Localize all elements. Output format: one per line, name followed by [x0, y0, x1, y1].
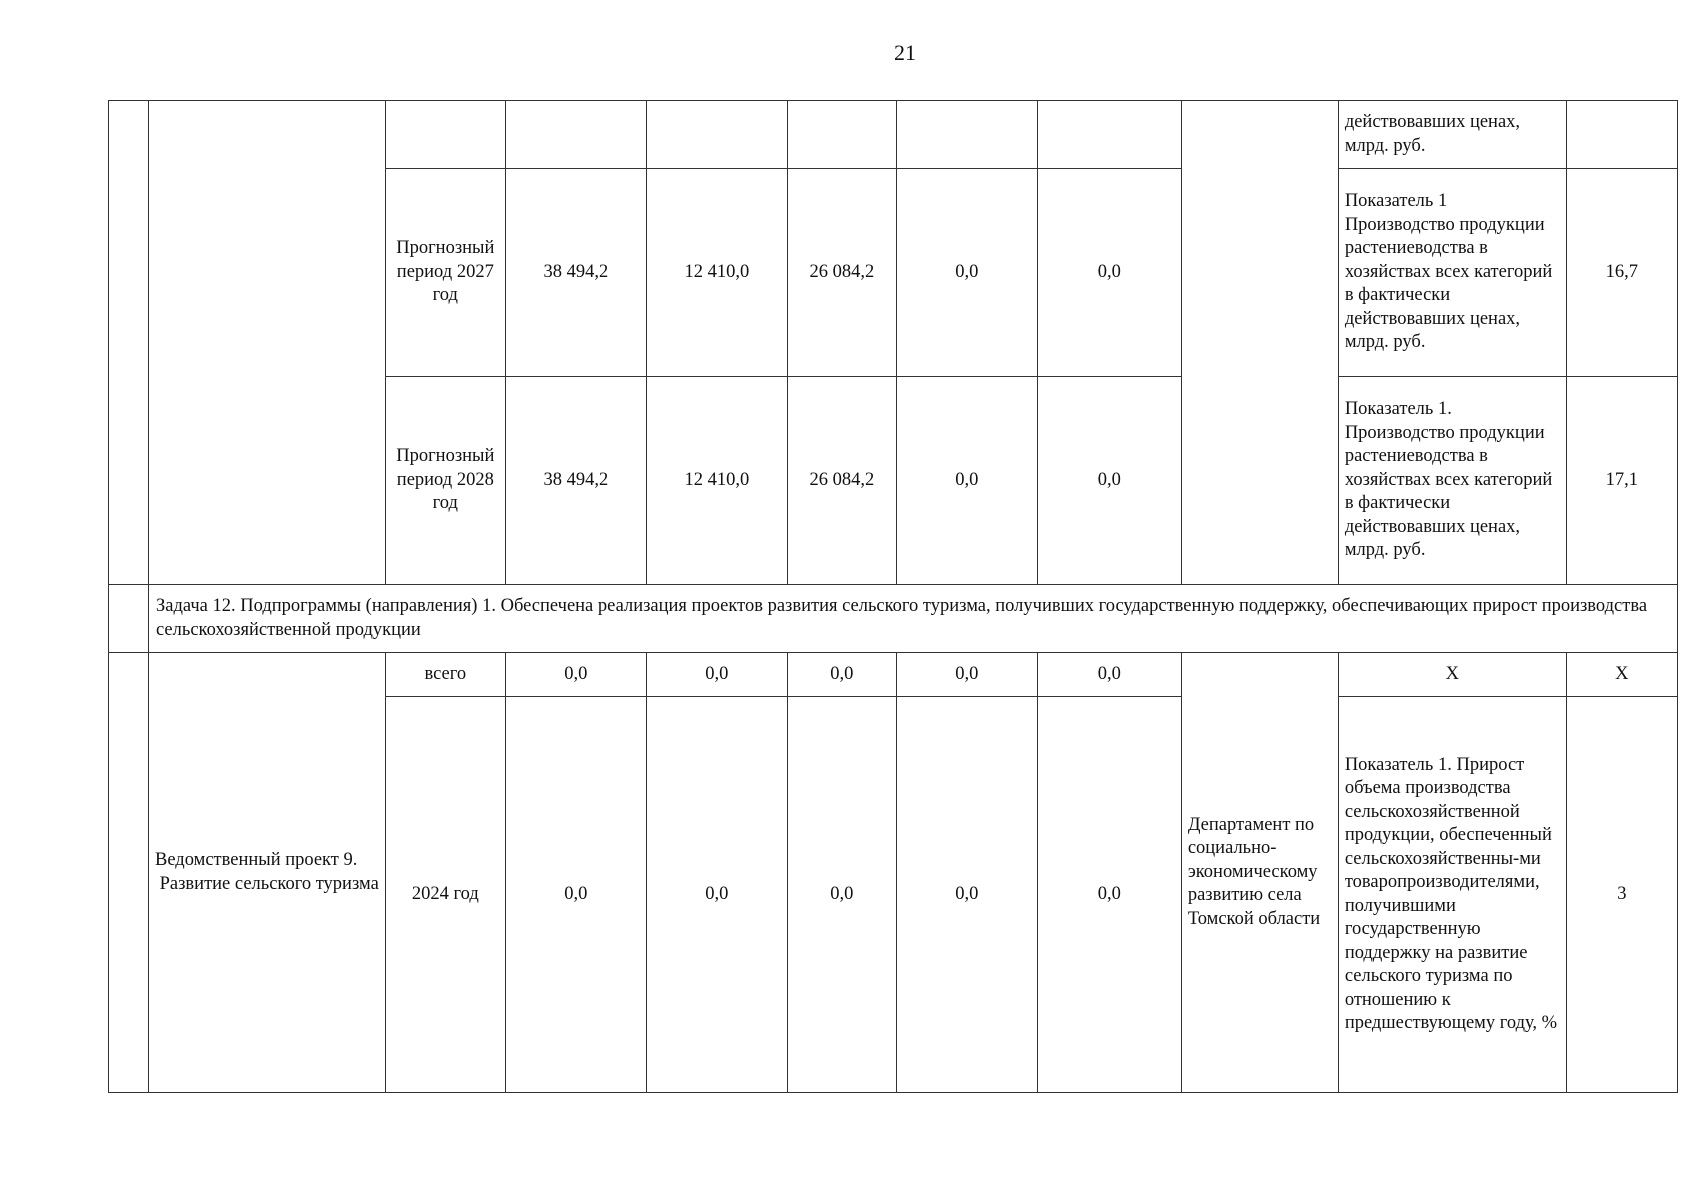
project-name-line2: Развитие сельского туризма [155, 873, 379, 894]
total-cell: 38 494,2 [505, 377, 646, 585]
page-number: 21 [894, 40, 916, 65]
total-cell: 0,0 [505, 697, 646, 1093]
total-cell [505, 101, 646, 169]
total-cell: 0,0 [505, 653, 646, 697]
program-table [108, 100, 1678, 1093]
other-cell: 0,0 [1037, 697, 1181, 1093]
indicator-value-cell: 17,1 [1566, 377, 1677, 585]
regional-cell [787, 101, 896, 169]
federal-cell: 12 410,0 [646, 169, 787, 377]
indicator-value-cell: 3 [1566, 697, 1677, 1093]
executor-cell [1181, 101, 1338, 585]
task-row [109, 585, 1678, 653]
number-cell [109, 585, 149, 653]
project-name-line1: Ведомственный проект 9. [155, 850, 358, 870]
indicator-cell: Показатель 1. Прирост объема производства сельскохозяйственной продукции, обеспеченный сельскохозяйственны-ми товаропроизводителями, получившими государственную поддержку на развитие сельского туризма по отношению к предшествующему году, % [1338, 697, 1566, 1093]
local-cell: 0,0 [896, 697, 1037, 1093]
regional-cell: 26 084,2 [787, 377, 896, 585]
indicator-cell: Показатель 1. Производство продукции растениеводства в хозяйствах всех категорий в фактически действовавших ценах, млрд. руб. [1338, 377, 1566, 585]
indicator-value-cell: 16,7 [1566, 169, 1677, 377]
indicator-value-cell [1566, 101, 1677, 169]
table-row [109, 101, 1678, 169]
period-cell: Прогнозный период 2028 год [385, 377, 505, 585]
federal-cell: 12 410,0 [646, 377, 787, 585]
local-cell [896, 101, 1037, 169]
total-cell: 38 494,2 [505, 169, 646, 377]
number-cell [109, 101, 149, 585]
federal-cell [646, 101, 787, 169]
other-cell: 0,0 [1037, 377, 1181, 585]
other-cell [1037, 101, 1181, 169]
regional-cell: 26 084,2 [787, 169, 896, 377]
period-cell: всего [385, 653, 505, 697]
regional-cell: 0,0 [787, 697, 896, 1093]
task-description: Задача 12. Подпрограммы (направления) 1. Обеспечена реализация проектов развития сельского туризма, получивших государственную поддержку, обеспечивающих прирост производства сельскохозяйственной продукции [149, 585, 1678, 653]
indicator-cell: Х [1338, 653, 1566, 697]
number-cell [109, 653, 149, 1093]
indicator-value-cell: Х [1566, 653, 1677, 697]
local-cell: 0,0 [896, 377, 1037, 585]
project-name-cell [149, 101, 386, 585]
indicator-cell: действовавших ценах, млрд. руб. [1338, 101, 1566, 169]
local-cell: 0,0 [896, 169, 1037, 377]
project-name-cell [149, 653, 386, 1093]
regional-cell: 0,0 [787, 653, 896, 697]
local-cell: 0,0 [896, 653, 1037, 697]
federal-cell: 0,0 [646, 653, 787, 697]
table-row [109, 653, 1678, 697]
period-cell [385, 101, 505, 169]
indicator-cell: Показатель 1 Производство продукции растениеводства в хозяйствах всех категорий в фактически действовавших ценах, млрд. руб. [1338, 169, 1566, 377]
other-cell: 0,0 [1037, 653, 1181, 697]
period-cell: 2024 год [385, 697, 505, 1093]
executor-cell: Департамент по социально-экономическому развитию села Томской области [1181, 653, 1338, 1093]
period-cell: Прогнозный период 2027 год [385, 169, 505, 377]
other-cell: 0,0 [1037, 169, 1181, 377]
federal-cell: 0,0 [646, 697, 787, 1093]
